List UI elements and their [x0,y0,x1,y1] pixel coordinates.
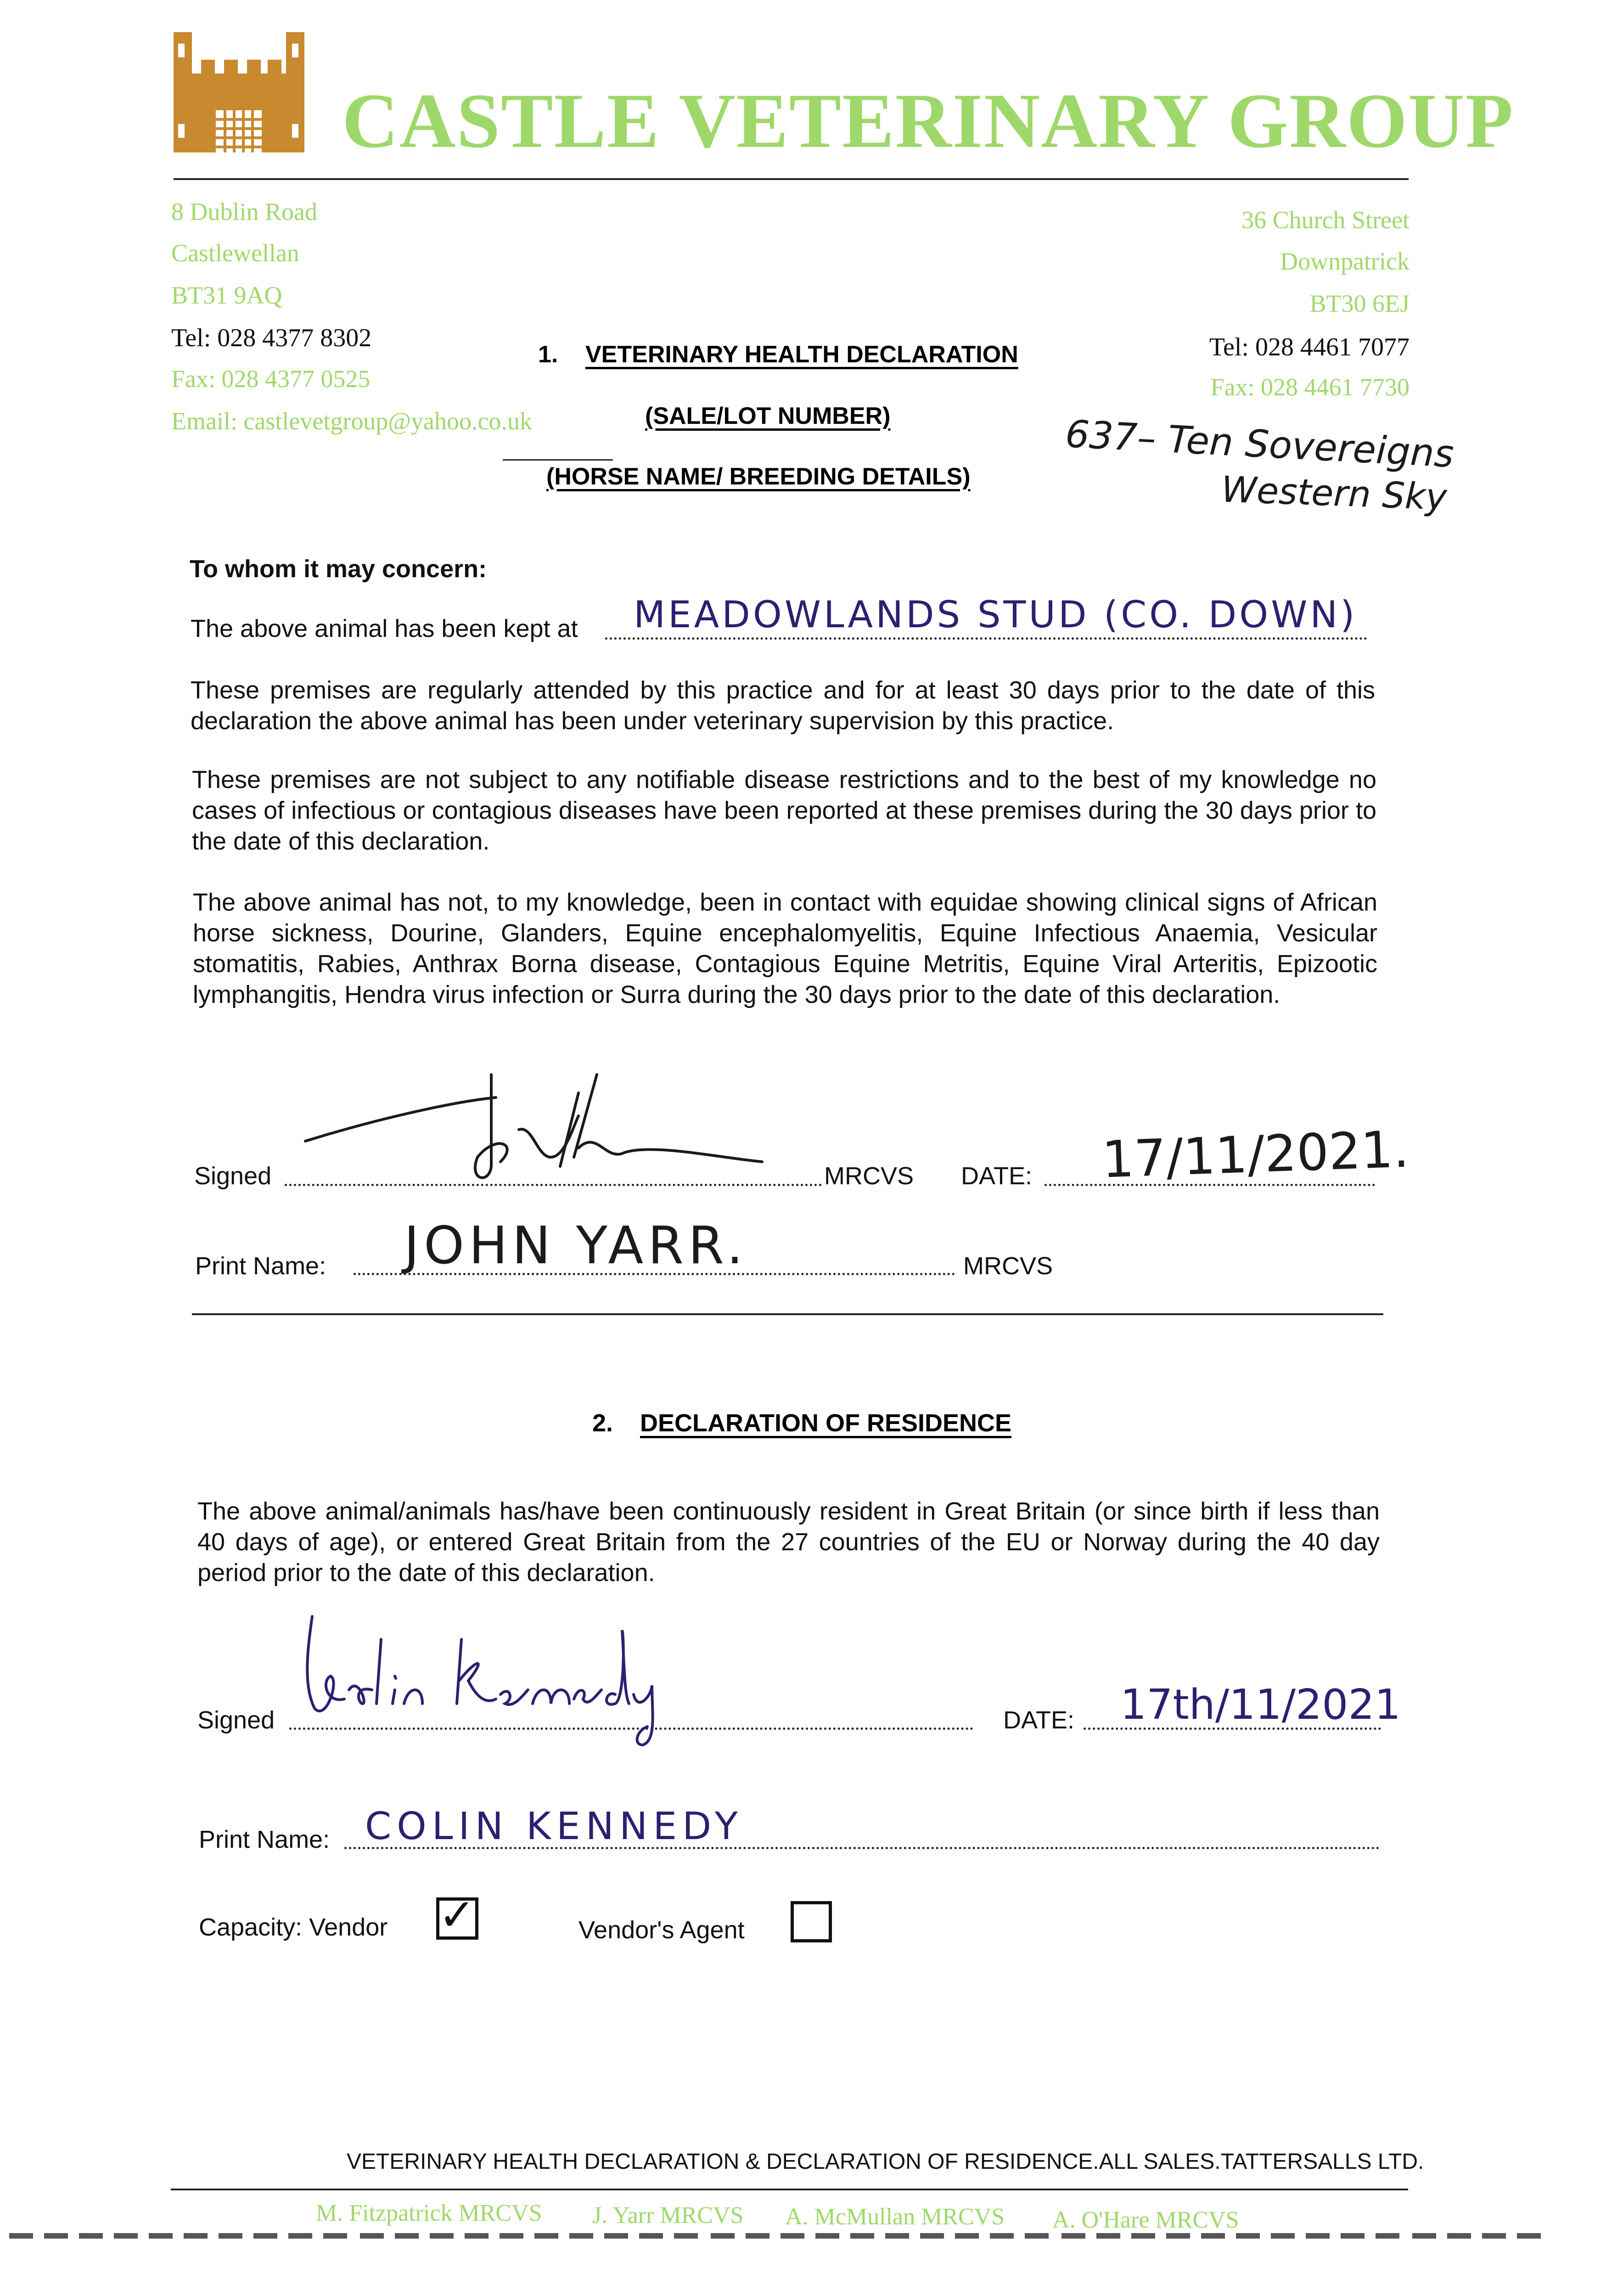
right-tel: Tel: 028 4461 7077 [1209,333,1410,361]
left-address-line-3: BT31 9AQ [171,281,282,309]
vendor-print-name-value: COLIN KENNEDY [365,1805,743,1848]
vendors-agent-checkbox[interactable] [791,1901,832,1942]
header-divider [174,178,1409,180]
paragraph-contact: The above animal has not, to my knowledge, been in contact with equidae showing clinical signs of African horse sickness, Dourine, Glanders, Equine encephalomyelitis, Equine Infectious Anaemia, Vesicular stomatitis, Rabies, Anthrax Borna disease, Contagious Equine Metritis, Equine Viral Arteritis, Epizootic lymphangitis, Hendra virus infection or Surra during the 30 days prior to the date of this declaration. [193,889,1377,1008]
section2-title: DECLARATION OF RESIDENCE [640,1409,1012,1437]
horse-name-label: (HORSE NAME/ BREEDING DETAILS) [546,463,971,490]
vendor-check-mark: ✓ [438,1889,476,1941]
vet-print-mrcvs-label: MRCVS [963,1252,1053,1280]
left-email: Email: castlevetgroup@yahoo.co.uk [171,407,533,435]
vendor-date-label: DATE: [1003,1706,1075,1734]
capacity-vendor-label: Capacity: Vendor [199,1913,388,1941]
vendor-print-name-label: Print Name: [199,1826,330,1853]
vet-mrcvs-label: MRCVS [824,1162,914,1190]
section-divider [192,1313,1383,1315]
footer-vet-2: J. Yarr MRCVS [592,2202,744,2228]
left-address-line-2: Castlewellan [171,239,299,267]
footer-divider [171,2189,1408,2190]
section1-number: 1. [538,341,558,368]
paragraph-supervision: These premises are regularly attended by this practice and for at least 30 days prior to the date of this declaration the above animal has been under veterinary supervision by this practice. [191,676,1375,735]
vet-date-value: 17/11/2021. [1101,1120,1410,1189]
handwritten-breeding: Western Sky [1220,469,1448,518]
handwritten-lot-number: 637– Ten Sovereigns [1064,412,1455,477]
vet-signed-label: Signed [194,1162,272,1190]
left-address-line-1: 8 Dublin Road [171,198,317,225]
residence-paragraph: The above animal/animals has/have been continuously resident in Great Britain (or since birth if less than 40 days of age), or entered Great Britain from the 27 countries of the EU or Norway during the 40 day period prior to the date of this declaration. [197,1497,1380,1587]
vendors-agent-label: Vendor's Agent [578,1916,745,1944]
footer-vet-3: A. McMullan MRCVS [785,2204,1005,2230]
left-tel: Tel: 028 4377 8302 [171,324,372,352]
vet-signature [303,1052,817,1189]
section2-number: 2. [592,1409,613,1437]
right-address-line-2: Downpatrick [1280,248,1410,275]
left-fax: Fax: 028 4377 0525 [171,365,371,393]
footer-title: VETERINARY HEALTH DECLARATION & DECLARATION OF RESIDENCE.ALL SALES.TATTERSALLS LTD. [347,2150,1424,2174]
right-address-line-3: BT30 6EJ [1309,290,1410,317]
greeting: To whom it may concern: [190,555,487,583]
vet-print-name-value: JOHN YARR. [404,1216,748,1276]
section1-title: VETERINARY HEALTH DECLARATION [585,341,1018,368]
right-fax: Fax: 028 4461 7730 [1210,373,1410,401]
footer-vet-4: A. O'Hare MRCVS [1052,2207,1239,2233]
vendor-signature [294,1612,670,1750]
kept-at-line [605,637,1367,640]
company-name: CASTLE VETERINARY GROUP [342,78,1514,164]
kept-at-label: The above animal has been kept at [191,615,578,642]
perforation-dashes [9,2233,1616,2240]
paragraph-restrictions: These premises are not subject to any notifiable disease restrictions and to the best of my knowledge no cases of infectious or contagious diseases have been reported at these premises during the 30 days prior to the date of this declaration. [192,766,1376,855]
footer-vet-1: M. Fitzpatrick MRCVS [316,2200,542,2226]
vet-print-name-label: Print Name: [195,1252,326,1280]
vendor-date-value: 17th/11/2021 [1120,1681,1401,1729]
horse-name-line [503,459,613,461]
kept-at-value: MEADOWLANDS STUD (CO. DOWN) [634,593,1358,636]
vet-date-label: DATE: [961,1162,1033,1190]
vendor-signed-label: Signed [197,1706,275,1734]
castle-logo-icon [174,32,304,152]
right-address-line-1: 36 Church Street [1241,206,1410,234]
sale-lot-label: (SALE/LOT NUMBER) [645,403,891,429]
